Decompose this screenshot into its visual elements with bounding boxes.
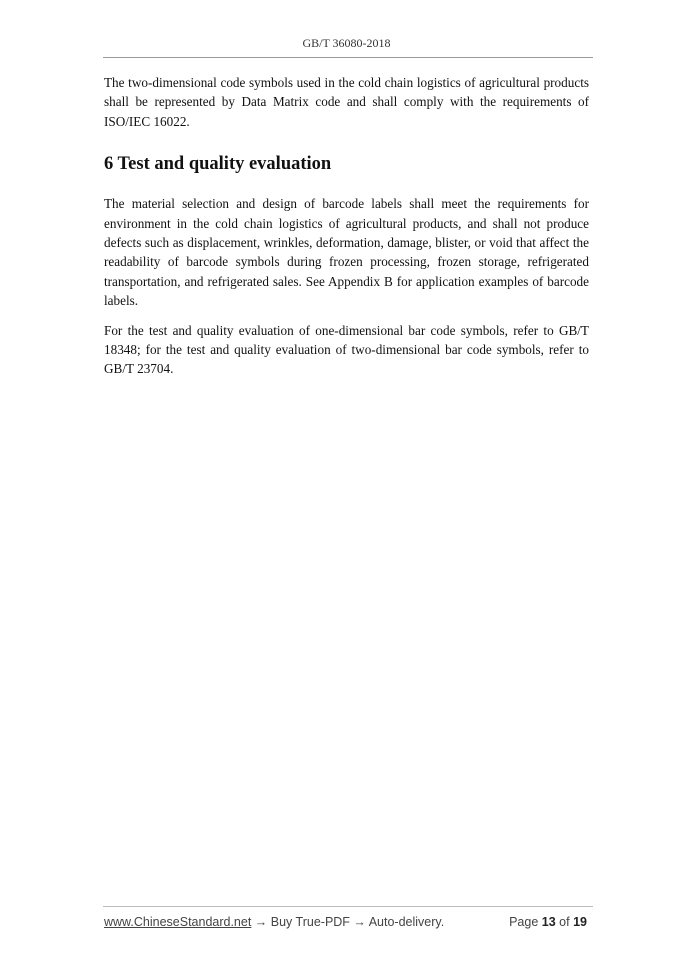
page-of-label: of: [559, 915, 570, 929]
page-counter: [509, 915, 587, 929]
page-header-doc-id: GB/T 36080-2018: [302, 36, 391, 50]
section-title: 6 Test and quality evaluation: [104, 154, 332, 175]
footer-tagline: → Buy True-PDF → Auto-delivery.: [251, 915, 445, 929]
page-current: 13: [541, 915, 556, 929]
page-label: Page: [509, 915, 539, 929]
footer-promo: [104, 915, 444, 929]
paragraph-test-references: For the test and quality evaluation of one-dimensional bar code symbols, refer to GB/T 18348; for the test and quality evaluation of two-dimensional bar code symbols, refer to GB/T 23704.: [104, 322, 589, 377]
site-link[interactable]: www.ChineseStandard.net: [104, 915, 252, 929]
intro-paragraph: The two-dimensional code symbols used in the cold chain logistics of agricultural products shall be represented by Data Matrix code and shall comply with the requirements of ISO/IEC 16022.: [104, 75, 589, 129]
page-total: 19: [573, 915, 587, 929]
paragraph-barcode-labels: The material selection and design of barcode labels shall meet the requirements for environment in the cold chain logistics of agricultural products, and shall not produce defects such as displacement, wrinkles, deformation, damage, blister, or void that affect the readability of barcode symbols during frozen processing, frozen storage, refrigerated transportation, and refrigerated sales. See Appendix B for application examples of barcode labels.: [104, 196, 589, 309]
document-body: [104, 73, 589, 389]
footer-divider: [103, 906, 593, 907]
header-divider: [103, 57, 593, 58]
